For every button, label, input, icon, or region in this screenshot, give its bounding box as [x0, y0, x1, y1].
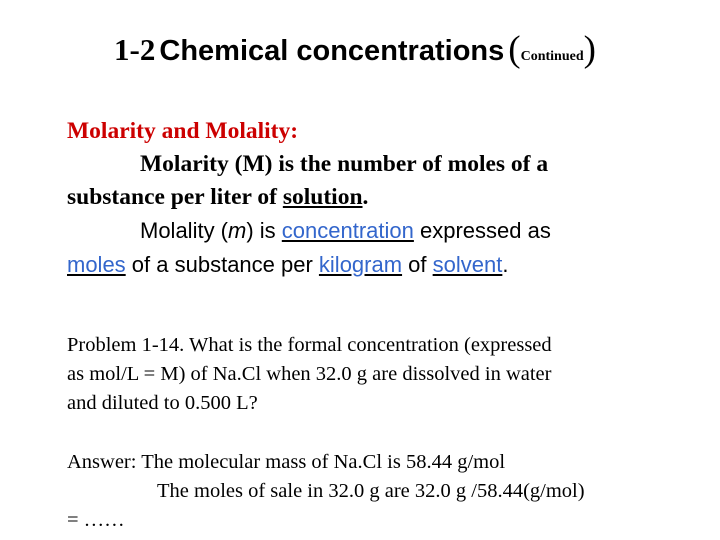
problem-line-3: and diluted to 0.500 L? [67, 392, 258, 414]
moles-link[interactable]: moles [67, 252, 126, 277]
answer-line-1: Answer: The molecular mass of Na.Cl is 58.44 g/mol [67, 451, 506, 473]
answer-line-3: = …… [67, 509, 125, 531]
problem-line-2: as mol/L = M) of Na.Cl when 32.0 g are dissolved in water [67, 363, 552, 385]
kilogram-link[interactable]: kilogram [318, 252, 403, 277]
molality-prefix: Molality ( [140, 218, 229, 243]
title-open-paren: ( [508, 29, 521, 70]
molality-after-moles: of a substance per [125, 252, 319, 277]
solvent-link[interactable]: solvent [432, 252, 503, 277]
title-text: Chemical concentrations [159, 35, 505, 67]
slide-title [0, 29, 710, 70]
title-number: 1-2 [114, 32, 156, 67]
molality-after-kilogram: of [402, 252, 433, 277]
molarity-line-1: Molarity (M) is the number of moles of a [140, 151, 549, 177]
molarity-line-2-suffix: . [362, 184, 369, 210]
molality-after-concentration: expressed as [413, 218, 551, 243]
problem-line-1: Problem 1-14. What is the formal concentration (expressed [67, 334, 552, 356]
answer-line-2: The moles of sale in 32.0 g are 32.0 g /58.44(g/mol) [157, 480, 585, 502]
molarity-line-2 [67, 186, 368, 210]
molality-symbol: m [228, 218, 247, 243]
section-heading: Molarity and Molality: [67, 118, 299, 144]
molality-line-1 [140, 220, 551, 242]
molality-middle: ) is [246, 218, 282, 243]
title-close-paren: ) [583, 29, 596, 70]
solution-link[interactable]: solution [282, 184, 363, 210]
molality-end: . [502, 252, 509, 277]
molarity-line-2-prefix: substance per liter of [67, 184, 283, 210]
title-continued: Continued [520, 49, 584, 64]
concentration-link[interactable]: concentration [281, 218, 414, 243]
molality-line-2 [67, 254, 508, 276]
